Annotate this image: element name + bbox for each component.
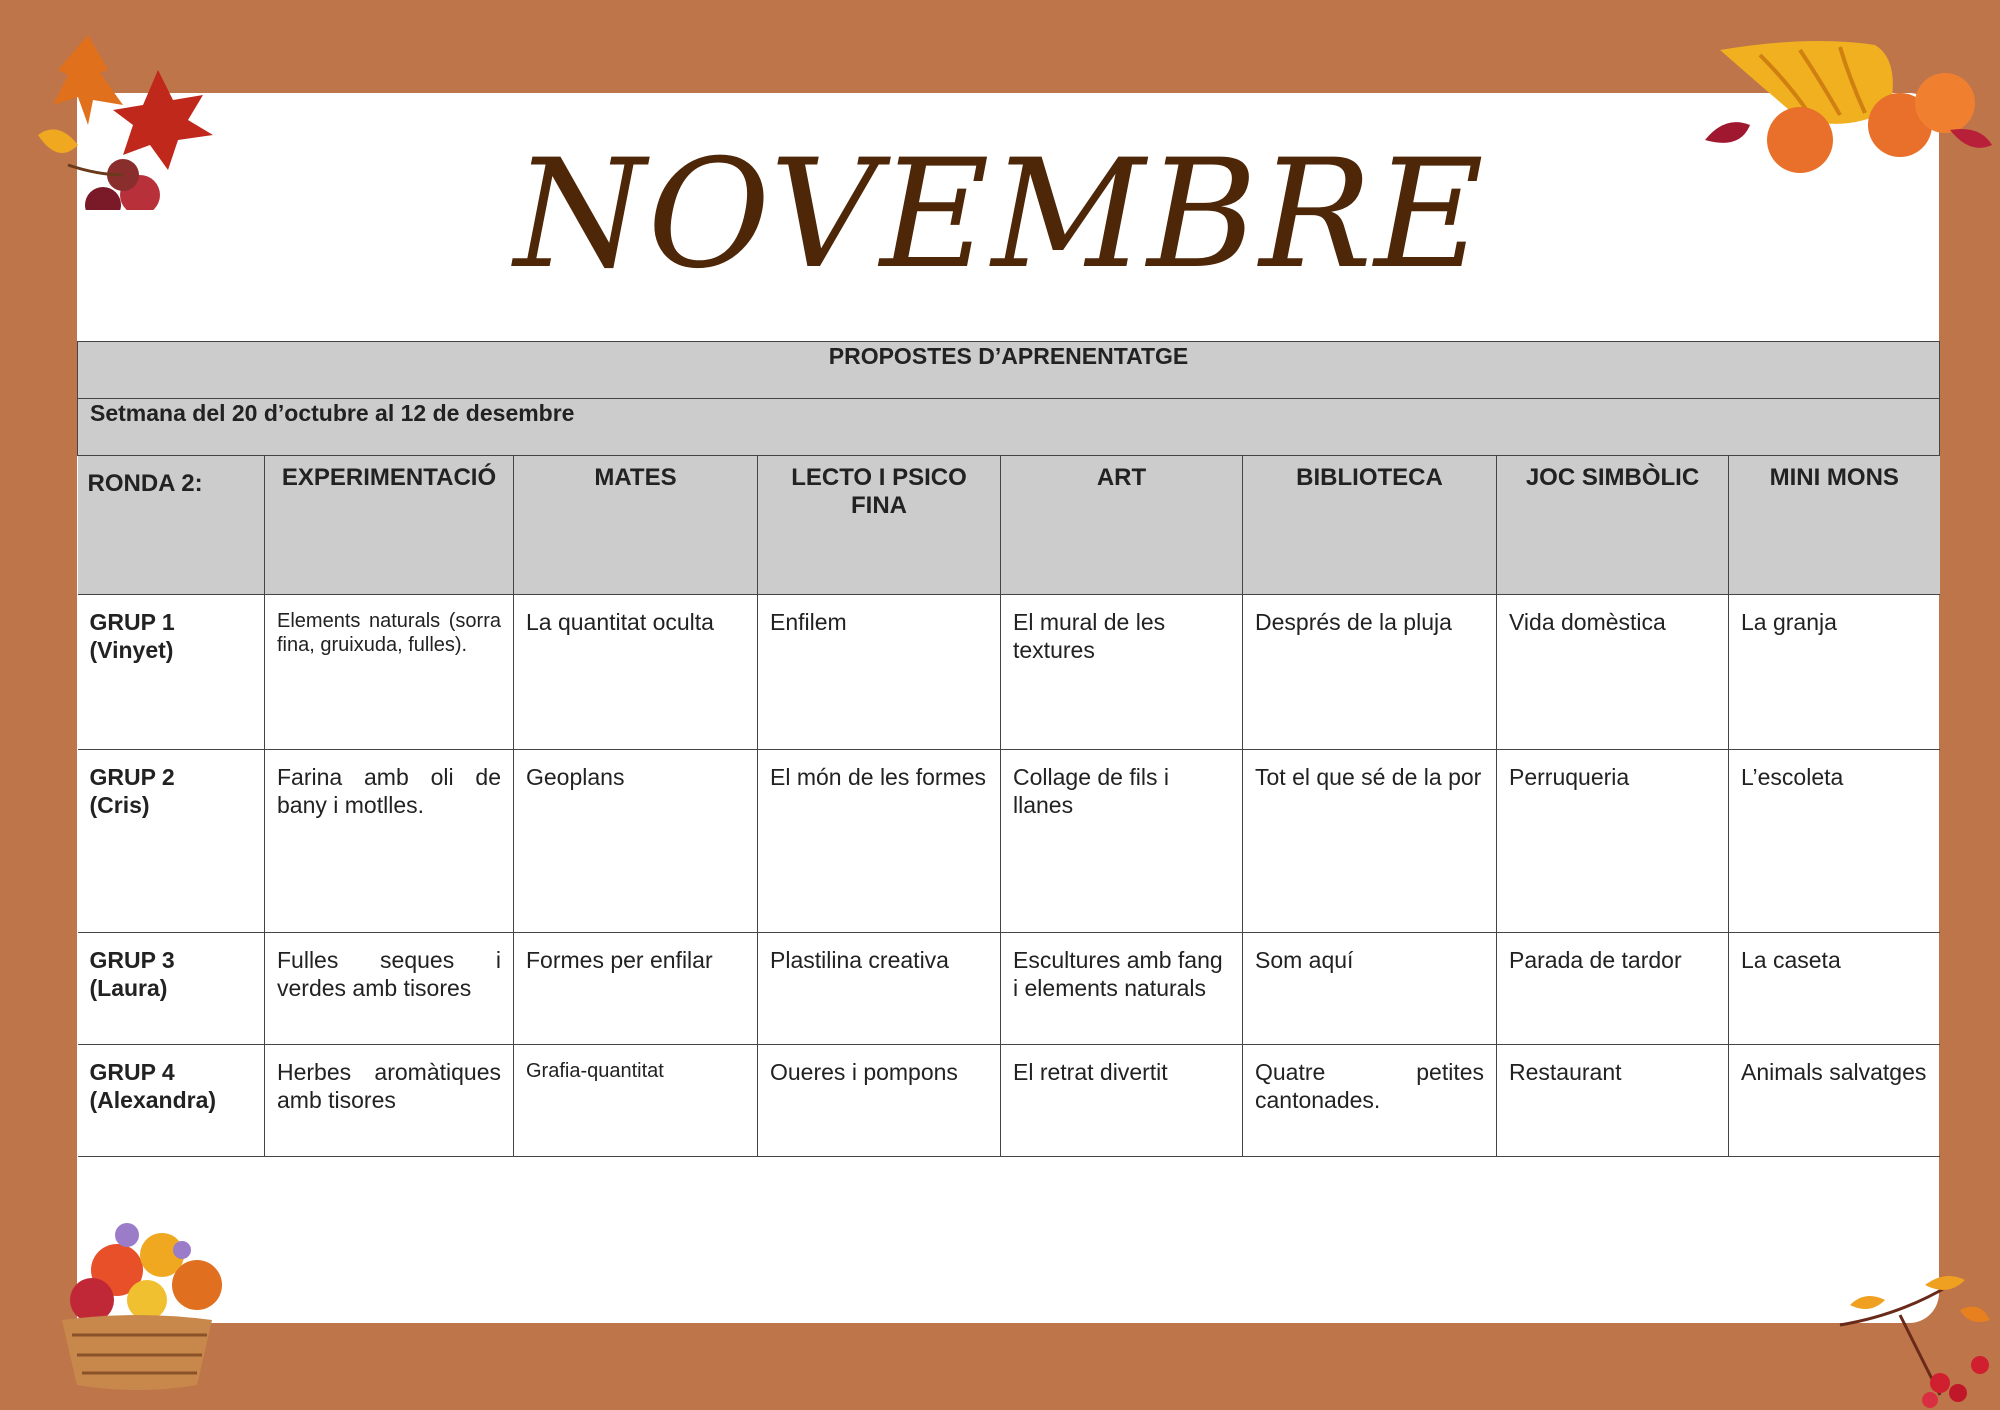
table-cell: El món de les formes — [758, 750, 1001, 933]
table-cell: La granja — [1729, 595, 1940, 750]
group-name: GRUP 3 — [89, 947, 175, 973]
table-cell: Som aquí — [1243, 933, 1497, 1045]
round-label: RONDA 2: — [78, 456, 265, 595]
group-name: GRUP 4 — [89, 1059, 175, 1085]
column-header: EXPERIMENTACIÓ — [265, 456, 514, 595]
table-cell: Restaurant — [1497, 1045, 1729, 1157]
page-title: NOVEMBRE — [514, 128, 1486, 302]
group-name: GRUP 1 — [89, 609, 175, 635]
column-header: MINI MONS — [1729, 456, 1940, 595]
column-header: JOC SIMBÒLIC — [1497, 456, 1729, 595]
table-cell: Plastilina creativa — [758, 933, 1001, 1045]
column-header: LECTO I PSICO FINA — [758, 456, 1001, 595]
column-header: BIBLIOTECA — [1243, 456, 1497, 595]
table-cell: Fulles seques i verdes amb tisores — [265, 933, 514, 1045]
table-cell: Formes per enfilar — [514, 933, 758, 1045]
week-range: Setmana del 20 d’octubre al 12 de desembre — [78, 399, 1940, 456]
table-cell: Escultures amb fang i elements naturals — [1001, 933, 1243, 1045]
table-cell: Després de la pluja — [1243, 595, 1497, 750]
group-cell — [78, 750, 265, 933]
table-cell: Animals salvatges — [1729, 1045, 1940, 1157]
table-row — [78, 595, 1940, 750]
column-header: ART — [1001, 456, 1243, 595]
flower-basket-icon — [32, 1195, 257, 1395]
table-row — [78, 750, 1940, 933]
group-name: GRUP 2 — [89, 764, 175, 790]
group-cell — [78, 933, 265, 1045]
table-cell: Quatre petites cantonades. — [1243, 1045, 1497, 1157]
berry-branch-icon — [1830, 1265, 2000, 1410]
cornucopia-icon — [1700, 25, 1995, 175]
group-teacher: (Vinyet) — [89, 636, 174, 663]
group-cell — [78, 595, 265, 750]
table-cell: Farina amb oli de bany i motlles. — [265, 750, 514, 933]
table-cell: Oueres i pompons — [758, 1045, 1001, 1157]
table-cell: La quantitat oculta — [514, 595, 758, 750]
learning-proposals-table — [77, 341, 1940, 1157]
table-heading: PROPOSTES D’APRENENTATGE — [78, 342, 1940, 399]
column-header: MATES — [514, 456, 758, 595]
table-cell: Tot el que sé de la por — [1243, 750, 1497, 933]
table-cell: Geoplans — [514, 750, 758, 933]
autumn-leaves-icon — [28, 25, 218, 210]
group-teacher: (Alexandra) — [89, 1086, 217, 1113]
table-cell: Vida domèstica — [1497, 595, 1729, 750]
group-teacher: (Laura) — [89, 974, 168, 1001]
group-teacher: (Cris) — [89, 791, 150, 818]
group-cell — [78, 1045, 265, 1157]
table-cell: Enfilem — [758, 595, 1001, 750]
table-cell: Parada de tardor — [1497, 933, 1729, 1045]
table-cell: Elements naturals (sorra fina, gruixuda, fulles). — [265, 595, 514, 750]
table-cell: Collage de fils i llanes — [1001, 750, 1243, 933]
table-cell: L’escoleta — [1729, 750, 1940, 933]
table-cell: Perruqueria — [1497, 750, 1729, 933]
table-cell: El retrat divertit — [1001, 1045, 1243, 1157]
table-cell: Grafia-quantitat — [514, 1045, 758, 1157]
table-cell: Herbes aromàtiques amb tisores — [265, 1045, 514, 1157]
table-cell: El mural de les textures — [1001, 595, 1243, 750]
table-row — [78, 933, 1940, 1045]
table-cell: La caseta — [1729, 933, 1940, 1045]
table-row — [78, 1045, 1940, 1157]
